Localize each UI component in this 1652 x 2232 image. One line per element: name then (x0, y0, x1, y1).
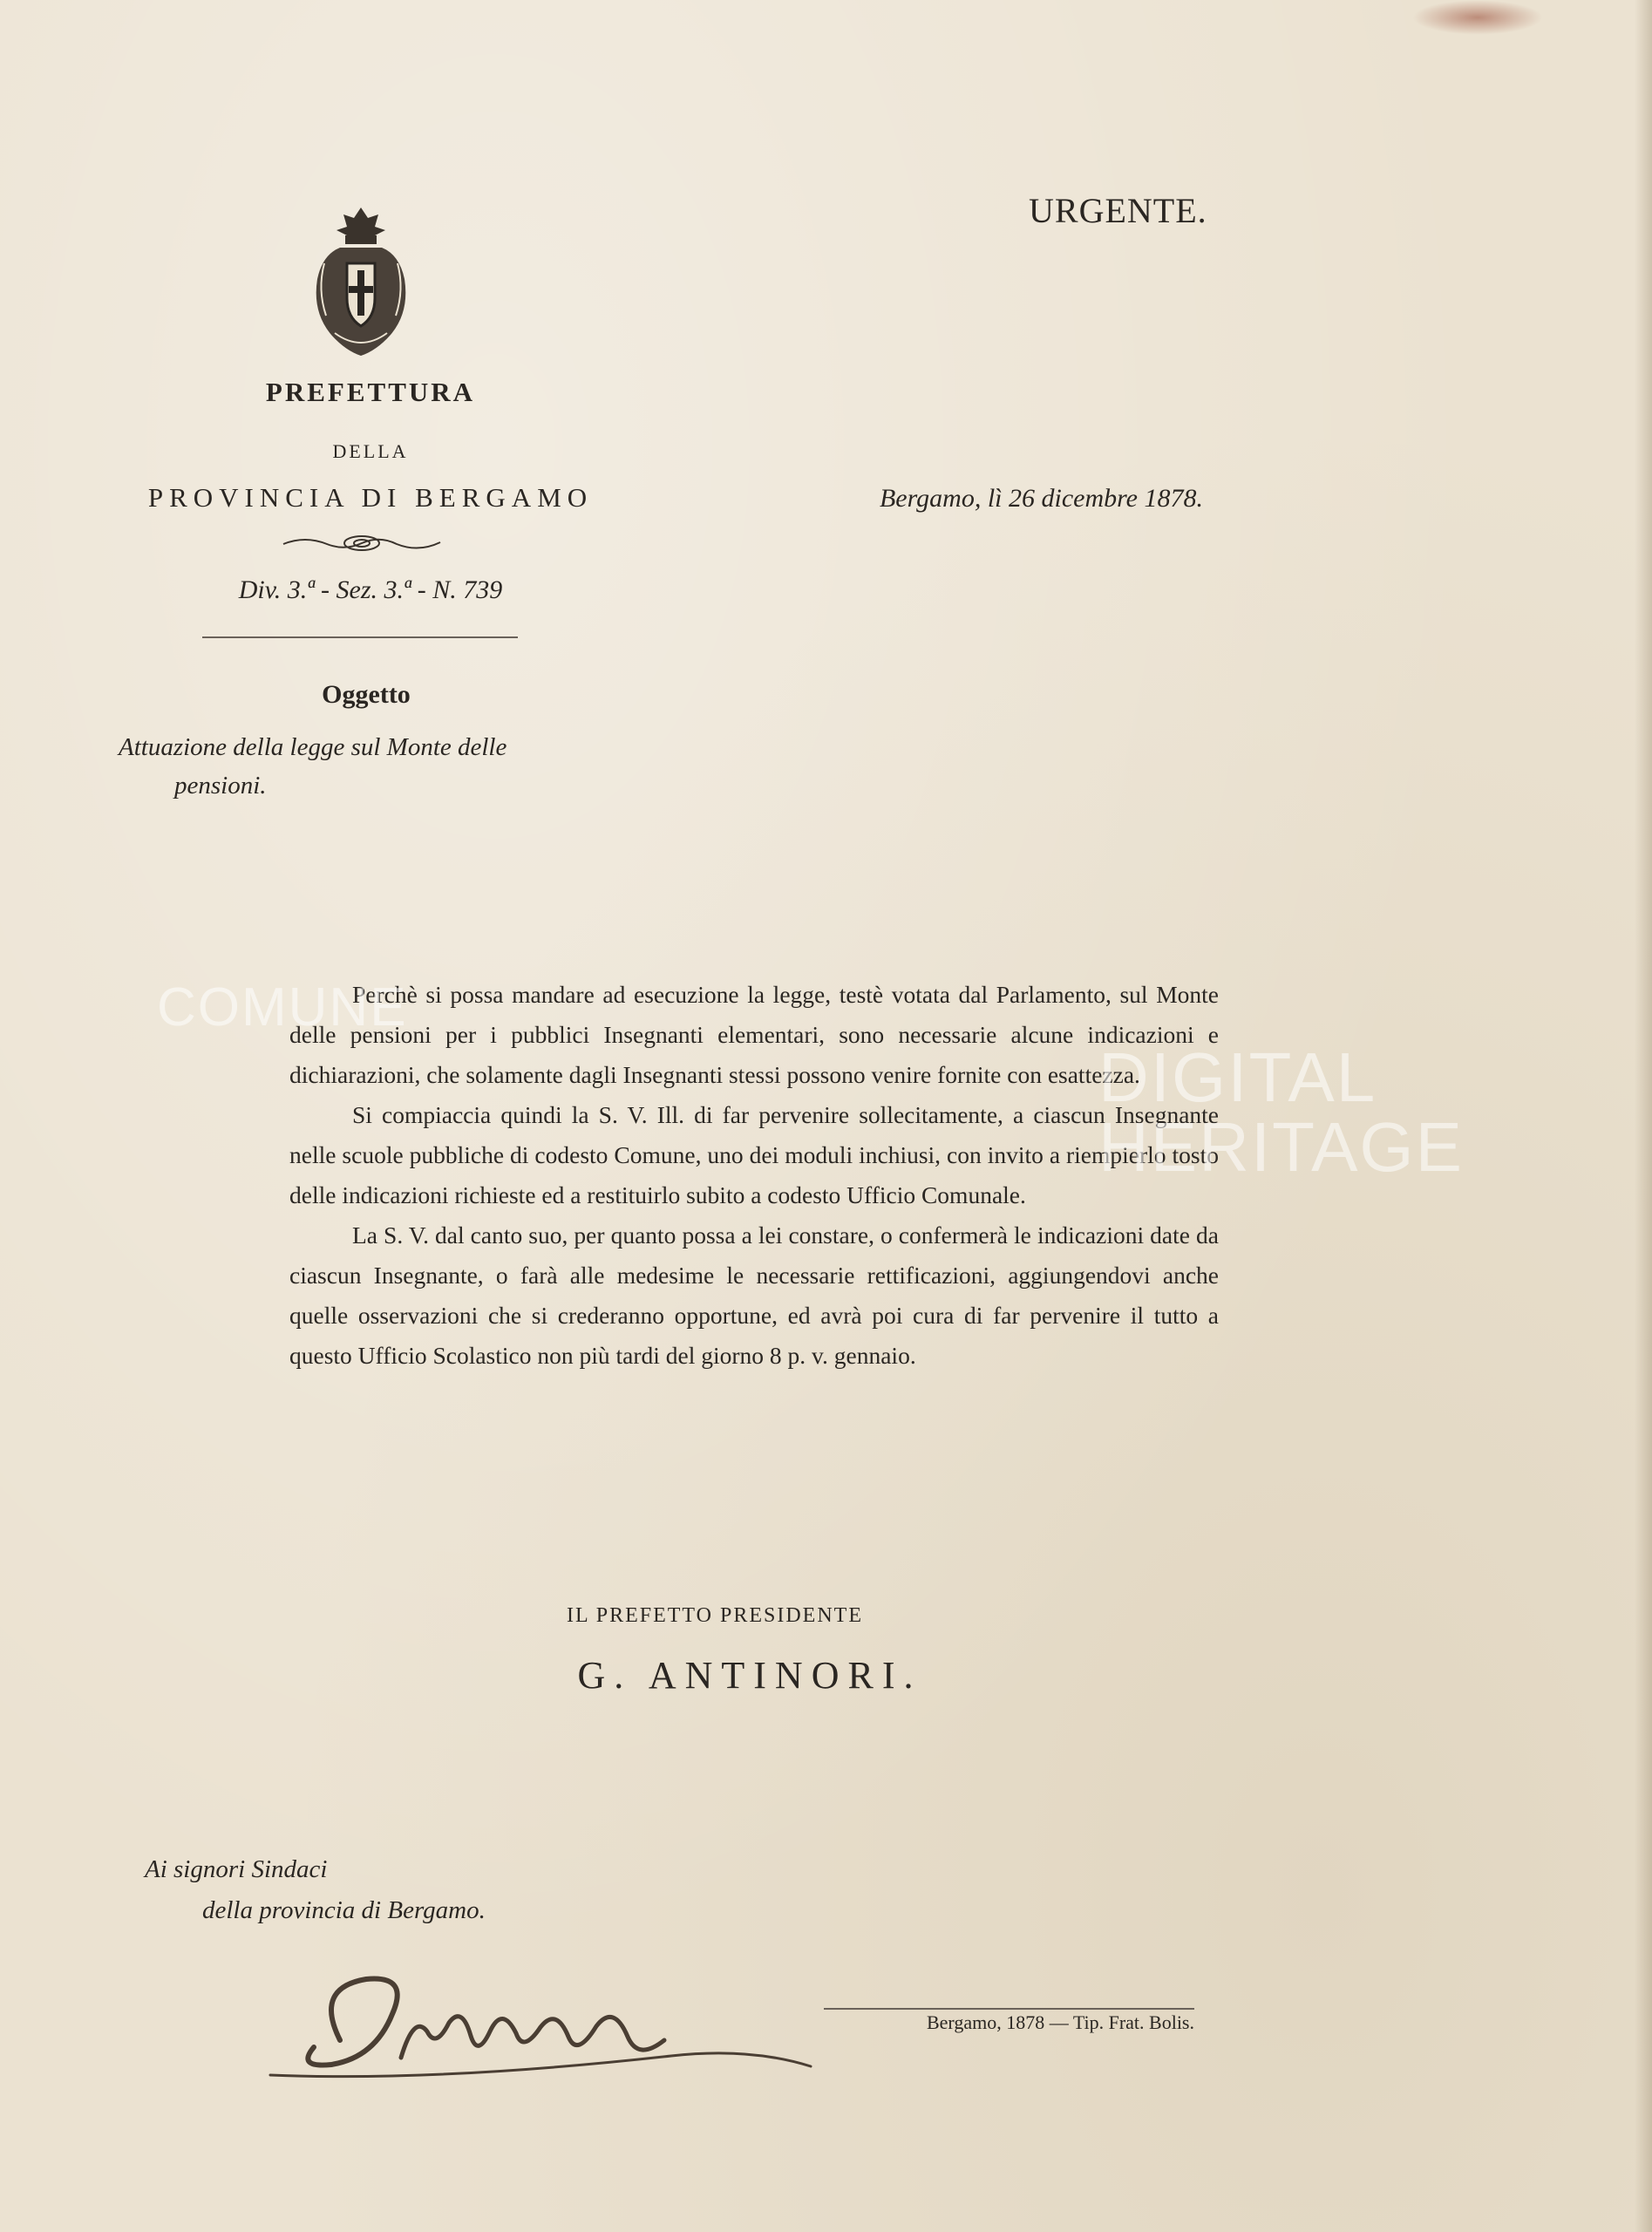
signer-title: IL PREFETTO PRESIDENTE (566, 1604, 863, 1627)
office-della: DELLA (332, 440, 409, 462)
urgent-mark: URGENTE. (1029, 191, 1207, 230)
subject-text (119, 728, 624, 805)
printer-rule (824, 2008, 1194, 2010)
paper-edge (1635, 0, 1652, 2232)
watermark-line-3: HERITAGE (1098, 1108, 1465, 1186)
signer-name: G. ANTINORI. (577, 1654, 922, 1697)
ornament-divider-icon (279, 530, 445, 556)
office-title: PREFETTURA (265, 377, 476, 407)
body-paragraph-1: Perchè si possa mandare ad esecuzione la legge, testè votata dal Parlamento, sul Monte delle pensioni per i pubblici Insegnanti elementari, sono necessarie alcune indicazioni e dichiarazioni, che solamente dagli Insegnanti stessi possono venire fornite con esattezza. (289, 981, 1219, 1088)
header-rule (202, 636, 518, 638)
handwritten-signature (262, 1953, 819, 2101)
addressee-line-2: della provincia di Bergamo. (202, 1896, 486, 1924)
printer-imprint: Bergamo, 1878 — Tip. Frat. Bolis. (926, 2011, 1194, 2033)
reference-number: Div. 3.ª - Sez. 3.ª - N. 739 (238, 575, 503, 604)
watermark-line-1: COMUNE (157, 977, 408, 1038)
coat-of-arms-icon (305, 202, 417, 361)
addressee-line-1: Ai signori Sindaci (145, 1855, 328, 1883)
subject-line-2: pensioni. (174, 772, 267, 800)
letter-date: Bergamo, lì 26 dicembre 1878. (879, 484, 1203, 513)
body-paragraph-3: La S. V. dal canto suo, per quanto possa a lei constare, o confermerà le indicazioni date da ciascun Insegnante, o farà alle medesime le necessarie rettificazioni, aggiungendovi anche quelle osservazioni che si crederanno opportune, ed avrà poi cura di far pervenire il tutto a questo Ufficio Scolastico non più tardi del giorno 8 p. v. gennaio. (289, 1221, 1219, 1369)
subject-line-1: Attuazione della legge sul Monte delle (119, 733, 507, 761)
paper-stain (1412, 0, 1543, 35)
subject-label: Oggetto (322, 680, 411, 709)
office-province: PROVINCIA DI BERGAMO (147, 482, 594, 513)
body-paragraph-2: Si compiaccia quindi la S. V. Ill. di far pervenire sollecitamente, a ciascun Insegnante nelle scuole pubbliche di codesto Comune, uno dei moduli inchiusi, con invito a riempierlo tosto delle indicazioni richieste ed a restituirlo subito a codesto Ufficio Comunale. (289, 1101, 1219, 1208)
letter-body (289, 975, 1219, 1376)
watermark-line-2: DIGITAL (1098, 1038, 1377, 1116)
